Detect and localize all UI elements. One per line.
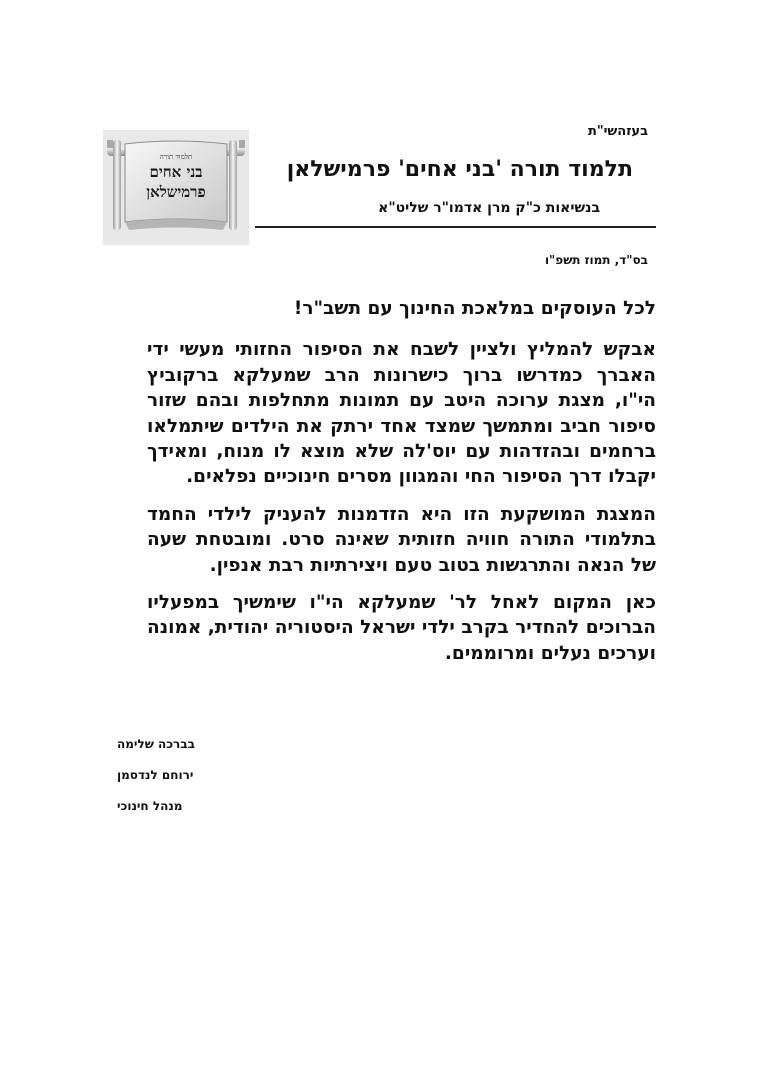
- page-title: תלמוד תורה 'בני אחים' פרמישלאן: [286, 157, 633, 182]
- letter-paragraph-1: אבקש להמליץ ולציין לשבח את הסיפור החזותי מעשי ידי האברך כמדרשו ברוך כישרונות הרב שמעלקא ברקוביץ הי"ו, מצגת ערוכה היטב עם תמונות מתחלפות ובהם שזור סיפור חביב ומתמשך שמצד אחד ירתק את הילדים שיתמלאו ברחמים ובהזדהות עם יוס'לה שלא מוצא לו מנוח, ומאידך יקבלו דרך הסיפור החי והמגוון מסרים חינוכיים נפלאים.: [147, 339, 656, 488]
- letter-greeting: לכל העוסקים במלאכת החינוך עם תשב"ר!: [293, 298, 656, 319]
- signature-name: ירוחם לנדסמן: [117, 768, 194, 782]
- header-divider: [255, 226, 656, 228]
- letter-paragraph-2: המצגת המושקעת הזו היא הזדמנות להעניק לילדי החמד בתלמודי התורה חוויה חזותית שאינה סרט. ומובטחת שעה של הנאה והתרגשות בטוב טעם ויצירתיות רבת אנפין.: [147, 503, 656, 576]
- page-subtitle: בנשיאות כ"ק מרן אדמו"ר שליט"א: [378, 200, 600, 216]
- signature-closing: בברכה שלימה: [117, 737, 195, 751]
- letter-paragraph-3: כאן המקום לאחל לר' שמעלקא הי"ו שימשיך במפעליו הברוכים להחדיר בקרב ילדי ישראל היסטוריה יהודית, אמונה וערכים נעלים ומרוממים.: [147, 592, 656, 664]
- logo-line1: בני אחים: [149, 163, 203, 181]
- logo-line2: פרמישלאן: [146, 183, 206, 201]
- letter-date: בס"ד, תמוז תשפ"ו: [544, 253, 648, 267]
- scroll-logo: [103, 130, 249, 245]
- logo-top-text: תלמוד תורה: [159, 153, 193, 161]
- letter-body: [147, 296, 656, 666]
- bsd-header: בעזהשי"ת: [587, 124, 648, 139]
- signature-role: מנהל חינוכי: [117, 799, 183, 813]
